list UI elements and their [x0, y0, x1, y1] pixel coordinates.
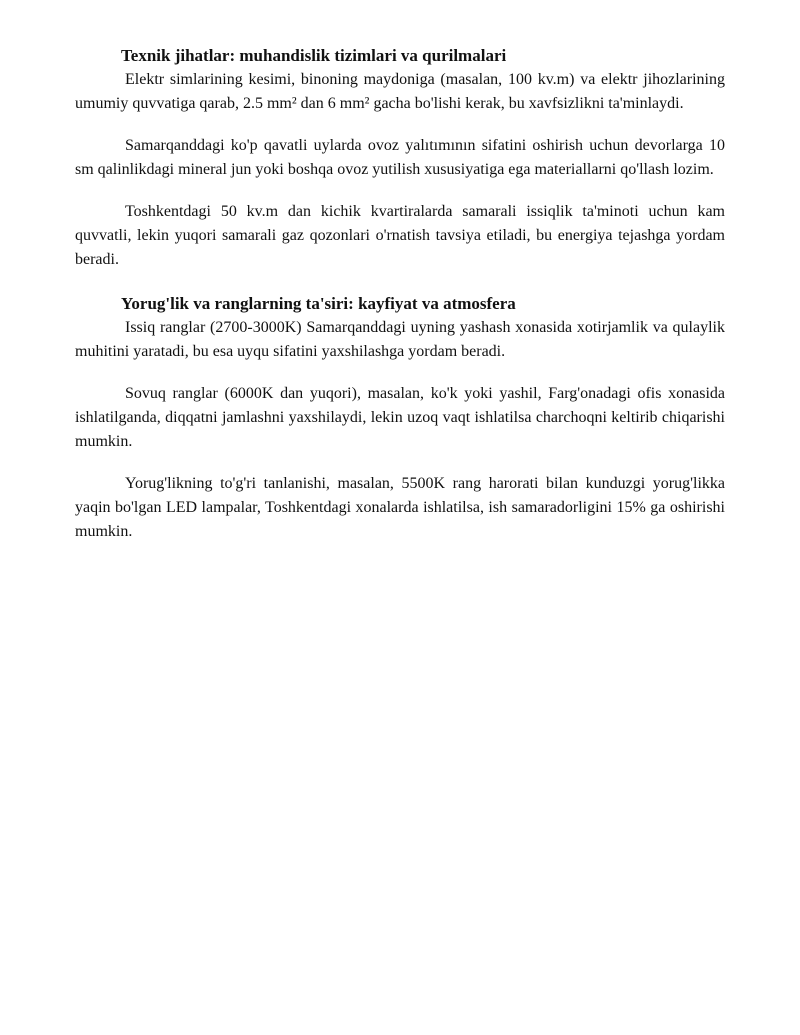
section-heading: Yorug'lik va ranglarning ta'siri: kayfiyat va atmosfera: [121, 294, 516, 313]
paragraph: Sovuq ranglar (6000K dan yuqori), masalan, ko'k yoki yashil, Farg'onadagi ofis xonasida ishlatilganda, diqqatni jamlashni yaxshilaydi, lekin uzoq vaqt ishlatilsa charchoqni keltirib chiqarishi mumkin.: [75, 385, 725, 450]
document-page: [75, 44, 725, 544]
paragraph: Toshkentdagi 50 kv.m dan kichik kvartiralarda samarali issiqlik ta'minoti uchun kam quvvatli, lekin yuqori samarali gaz qozonlari o'rnatish tavsiya etiladi, bu energiya tejashga yordam beradi.: [75, 203, 725, 268]
section-lighting: [75, 292, 725, 544]
paragraph: Yorug'likning to'g'ri tanlanishi, masalan, 5500K rang harorati bilan kunduzgi yorug'likka yaqin bo'lgan LED lampalar, Toshkentdagi xonalarda ishlatilsa, ish samaradorligini 15% ga oshirishi mumkin.: [75, 475, 725, 540]
paragraph: Elektr simlarining kesimi, binoning maydoniga (masalan, 100 kv.m) va elektr jihozlarining umumiy quvvatiga qarab, 2.5 mm² dan 6 mm² gacha bo'lishi kerak, bu xavfsizlikni ta'minlaydi.: [75, 71, 725, 112]
paragraph: Issiq ranglar (2700-3000K) Samarqanddagi uyning yashash xonasida xotirjamlik va qulaylik muhitini yaratadi, bu esa uyqu sifatini yaxshilashga yordam beradi.: [75, 319, 725, 360]
paragraph: Samarqanddagi ko'p qavatli uylarda ovoz yalıtımının sifatini oshirish uchun devorlarga 10 sm qalinlikdagi mineral jun yoki boshqa ovoz yutilish xususiyatiga ega materiallarni qo'llash lozim.: [75, 137, 725, 178]
section-technical: [75, 44, 725, 272]
section-heading: Texnik jihatlar: muhandislik tizimlari va qurilmalari: [121, 46, 507, 65]
